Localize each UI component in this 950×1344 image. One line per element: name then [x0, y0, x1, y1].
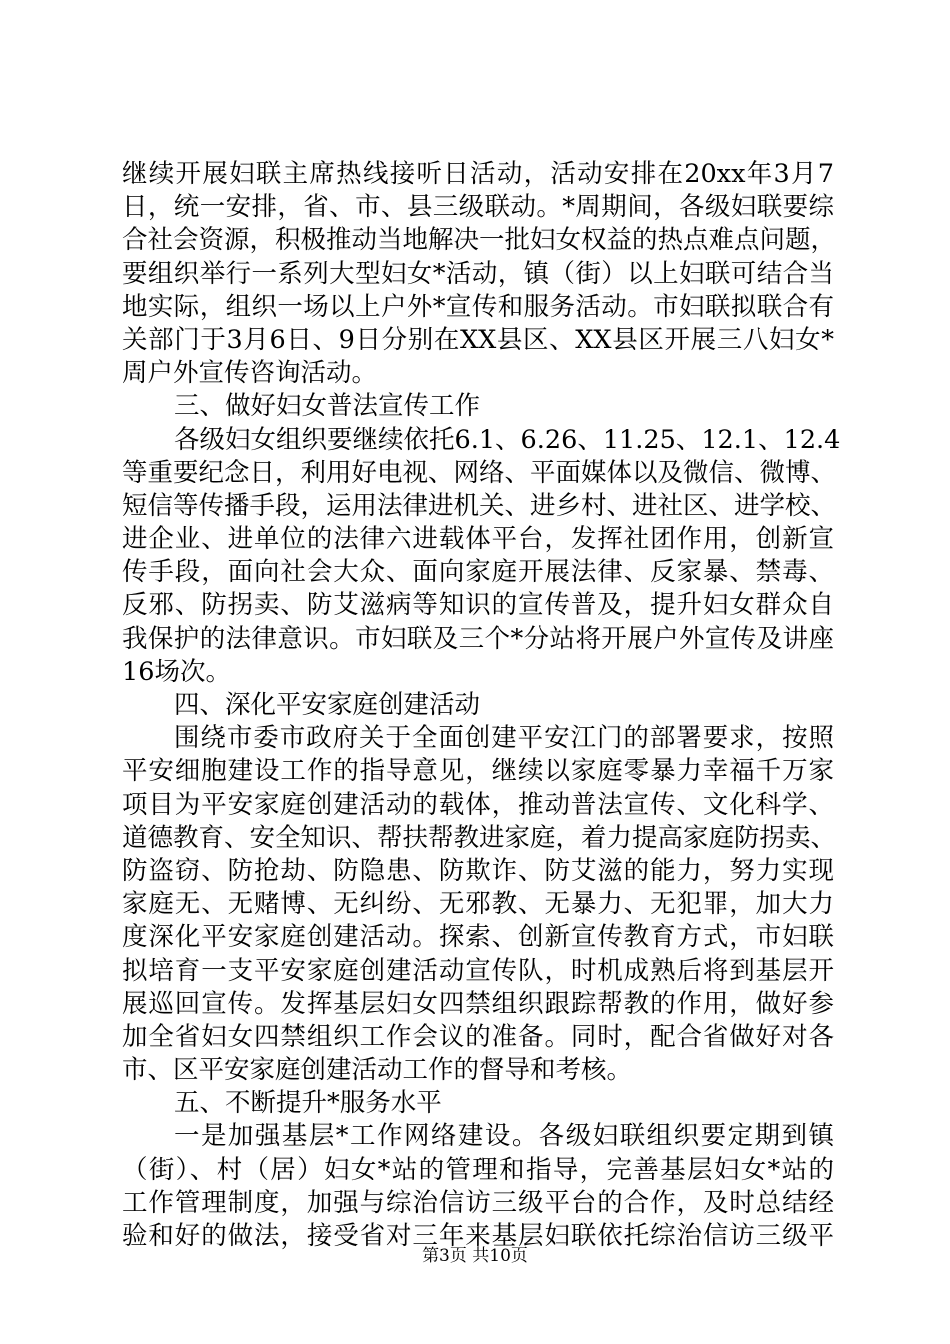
paragraph-line: 要组织举行一系列大型妇女*活动，镇（街）以上妇联可结合当	[122, 258, 834, 289]
paragraph-line: 传手段，面向社会大众、面向家庭开展法律、反家暴、禁毒、	[122, 557, 834, 588]
paragraph-line: 一是加强基层*工作网络建设。各级妇联组织要定期到镇	[174, 1121, 834, 1152]
paragraph-line: 防盗窃、防抢劫、防隐患、防欺诈、防艾滋的能力，努力实现	[122, 855, 834, 886]
paragraph-line: 家庭无、无赌博、无纠纷、无邪教、无暴力、无犯罪，加大力	[122, 889, 834, 920]
paragraph-line: 反邪、防拐卖、防艾滋病等知识的宣传普及，提升妇女群众自	[122, 590, 834, 621]
paragraph-line: 关部门于3月6日、9日分别在XX县区、XX县区开展三八妇女*	[122, 324, 834, 355]
paragraph-line: 周户外宣传咨询活动。	[122, 358, 378, 389]
paragraph-line: 短信等传播手段，运用法律进机关、进乡村、进社区、进学校、	[122, 490, 837, 521]
paragraph-line: 16场次。	[122, 656, 231, 687]
section-heading: 五、不断提升*服务水平	[174, 1088, 442, 1119]
paragraph-line: 合社会资源，积极推动当地解决一批妇女权益的热点难点问题，	[122, 225, 837, 256]
section-heading: 四、深化平安家庭创建活动	[174, 690, 481, 720]
paragraph-line: 我保护的法律意识。市妇联及三个*分站将开展户外宣传及讲座	[122, 623, 834, 654]
paragraph-line: 地实际，组织一场以上户外*宣传和服务活动。市妇联拟联合有	[122, 291, 834, 322]
paragraph-line: 等重要纪念日，利用好电视、网络、平面媒体以及微信、微博、	[122, 457, 837, 488]
paragraph-line: 展巡回宣传。发挥基层妇女四禁组织跟踪帮教的作用，做好参	[122, 988, 834, 1019]
section-heading: 三、做好妇女普法宣传工作	[174, 391, 481, 422]
paragraph-line: 进企业、进单位的法律六进载体平台，发挥社团作用，创新宣	[122, 524, 834, 555]
paragraph-line: 日，统一安排，省、市、县三级联动。*周期间，各级妇联要综	[122, 192, 834, 223]
paragraph-line: （街）、村（居）妇女*站的管理和指导，完善基层妇女*站的	[122, 1154, 834, 1185]
page-footer: 第3页 共10页	[422, 1246, 528, 1266]
paragraph-line: 继续开展妇联主席热线接听日活动，活动安排在20xx年3月7	[122, 159, 834, 189]
paragraph-line: 度深化平安家庭创建活动。探索、创新宣传教育方式，市妇联	[122, 922, 834, 953]
paragraph-line: 各级妇女组织要继续依托6.1、6.26、11.25、12.1、12.4	[174, 424, 841, 455]
paragraph-line: 加全省妇女四禁组织工作会议的准备。同时，配合省做好对各	[122, 1021, 834, 1052]
paragraph-line: 围绕市委市政府关于全面创建平安江门的部署要求，按照	[174, 723, 834, 754]
paragraph-line: 拟培育一支平安家庭创建活动宣传队，时机成熟后将到基层开	[122, 955, 834, 986]
paragraph-line: 工作管理制度，加强与综治信访三级平台的合作，及时总结经	[122, 1187, 834, 1218]
paragraph-line: 项目为平安家庭创建活动的载体，推动普法宣传、文化科学、	[122, 789, 834, 820]
document-body	[122, 158, 841, 1253]
paragraph-line: 道德教育、安全知识、帮扶帮教进家庭，着力提高家庭防拐卖、	[122, 822, 837, 853]
paragraph-line: 市、区平安家庭创建活动工作的督导和考核。	[122, 1055, 633, 1086]
paragraph-line: 平安细胞建设工作的指导意见，继续以家庭零暴力幸福千万家	[122, 756, 834, 787]
paragraph-line: 验和好的做法，接受省对三年来基层妇联依托综治信访三级平	[122, 1221, 834, 1251]
